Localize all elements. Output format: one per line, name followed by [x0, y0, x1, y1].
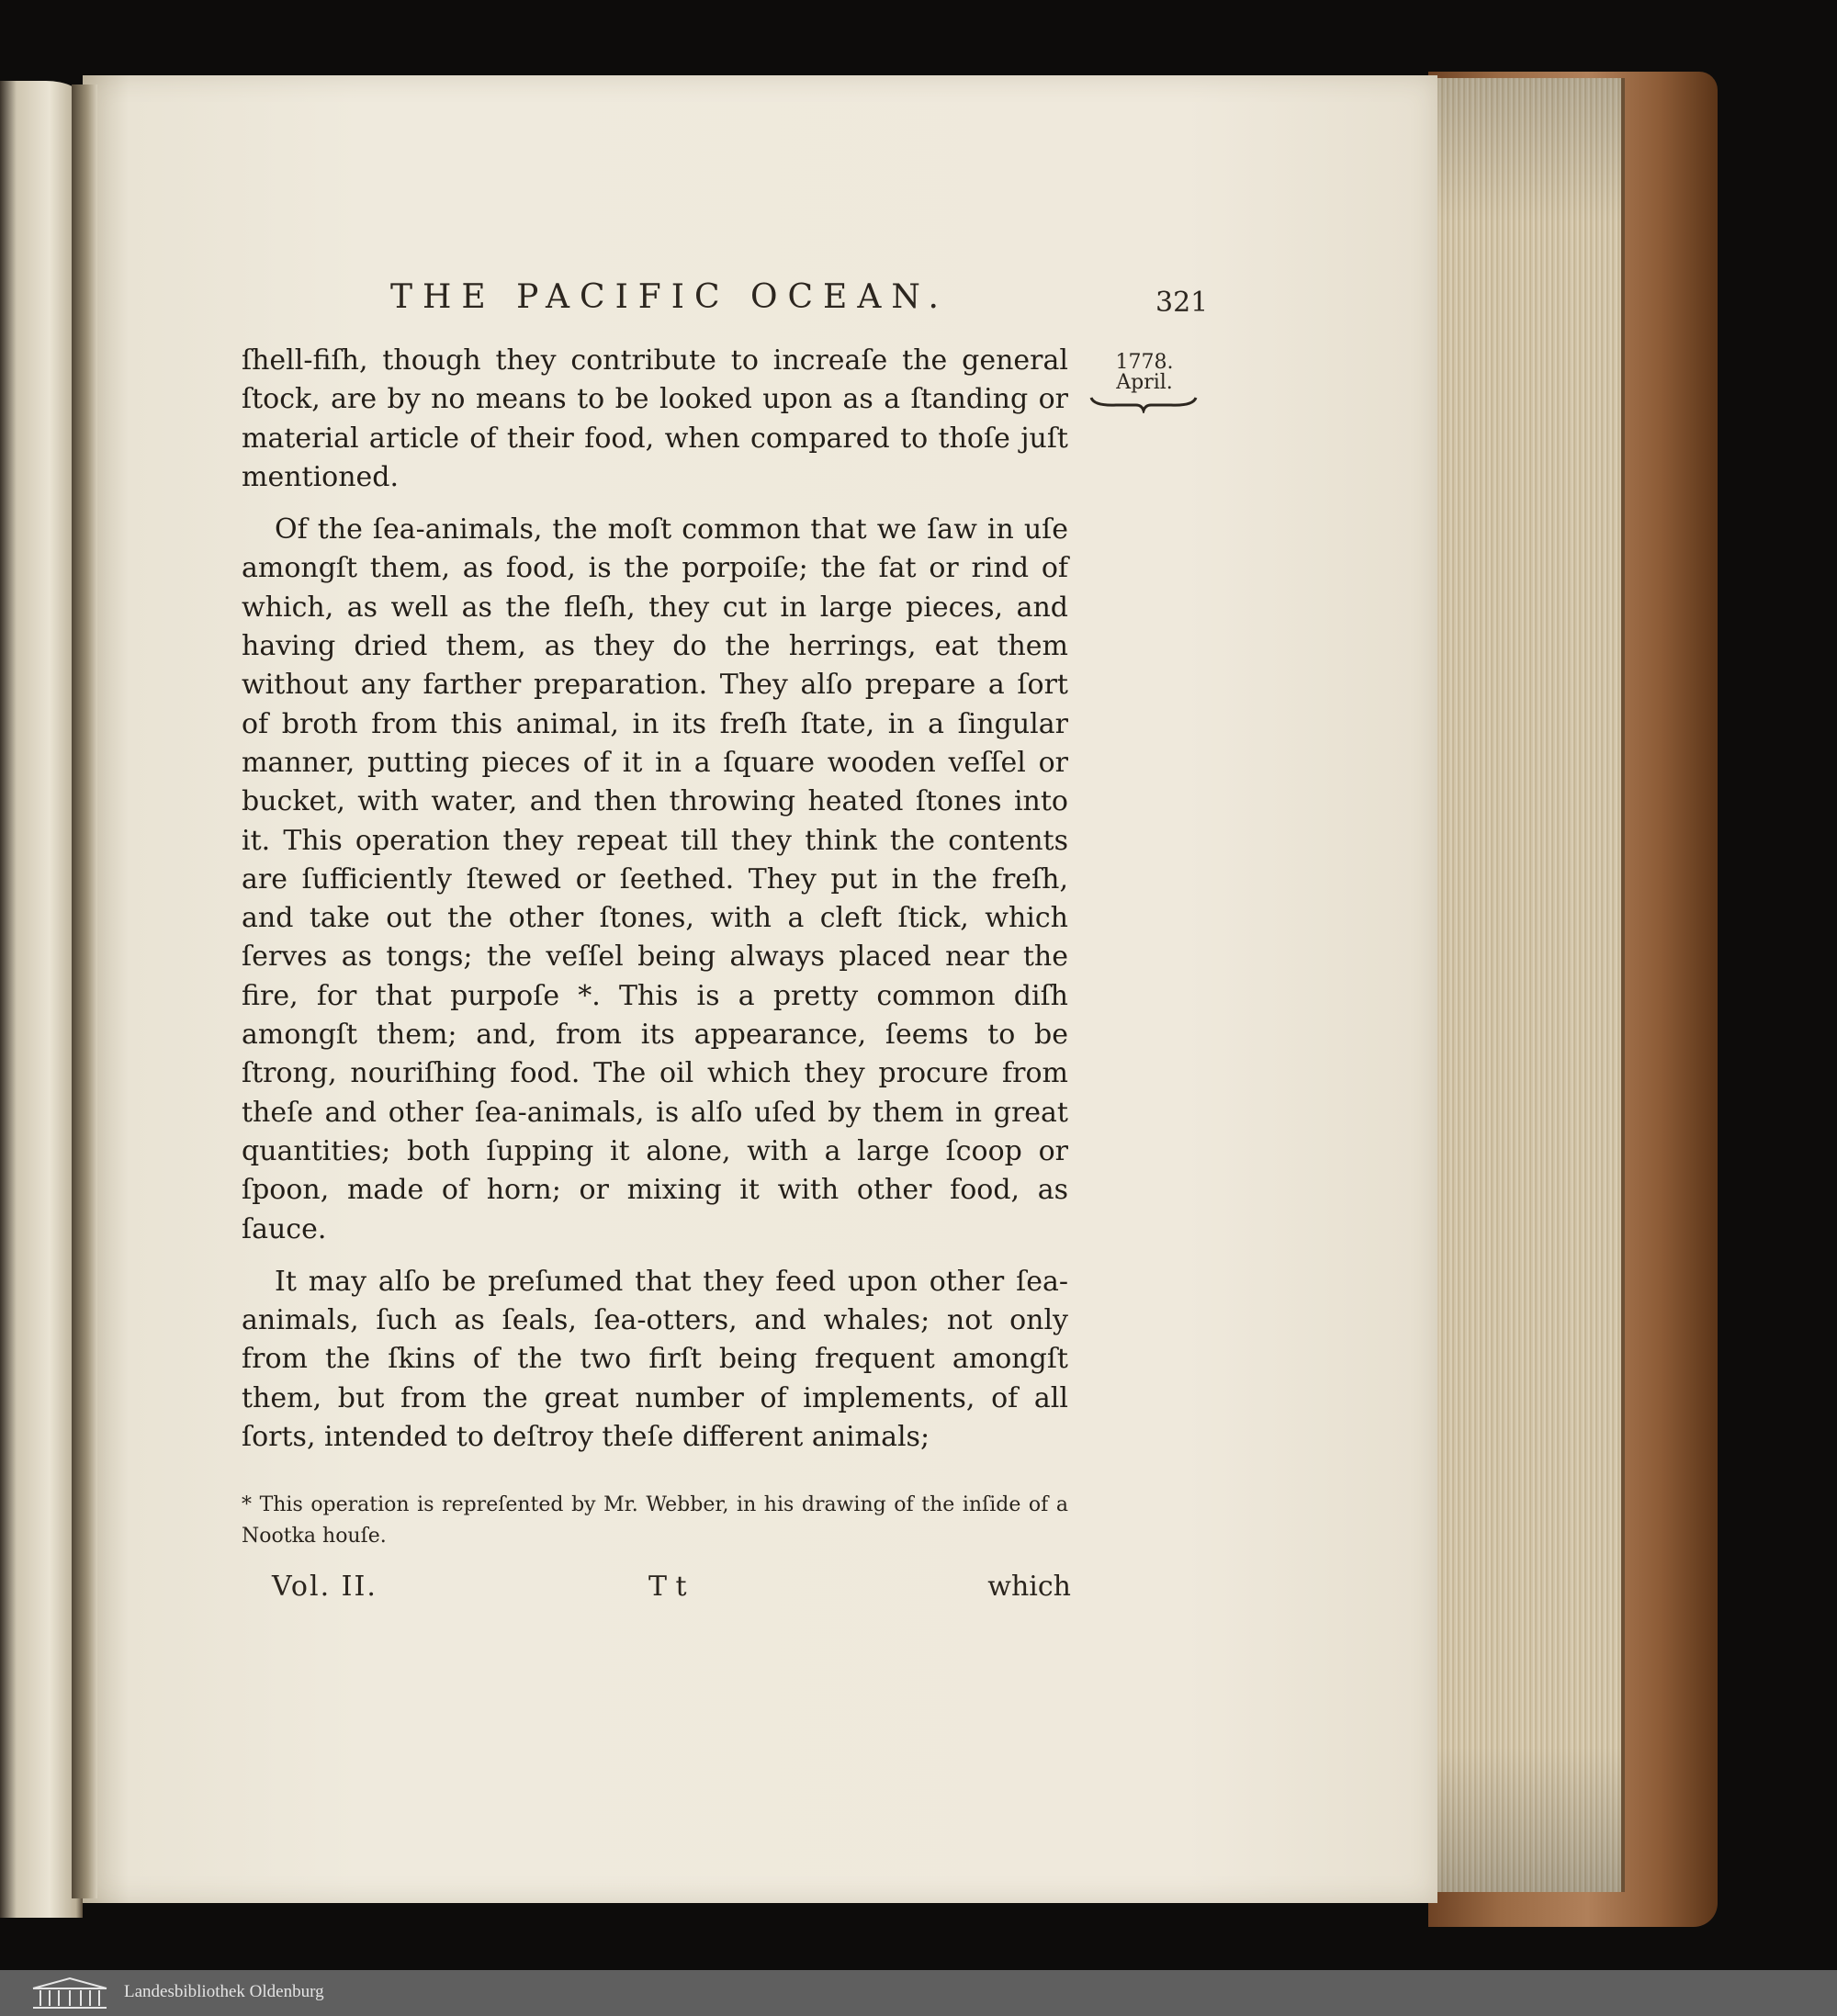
- paragraph-3: It may alſo be preſumed that they feed upon other ſea-animals, ſuch as ſeals, ſea-otters, and whales; not only from the ſkins of the two firſt being frequent amongſt them, but from the great number of implements, of all ſorts, intended to deſtroy theſe different animals;: [242, 1265, 1068, 1454]
- left-page-edge: [0, 81, 83, 1918]
- book-gutter: [72, 84, 97, 1898]
- volume-label: Vol. II.: [272, 1571, 378, 1603]
- library-name: Landesbibliothek Oldenburg: [124, 1982, 324, 2001]
- running-head: THE PACIFIC OCEAN.: [390, 278, 949, 316]
- brace-icon: [1088, 395, 1199, 413]
- page-number: 321: [1155, 287, 1209, 319]
- signature-mark: T t: [648, 1571, 687, 1603]
- margin-note-month: April.: [1116, 371, 1173, 394]
- page-edges-shade: [1433, 78, 1621, 1892]
- library-building-icon: [29, 1976, 110, 2010]
- page-footer: [272, 1571, 1071, 1607]
- margin-note-year: 1778.: [1115, 351, 1174, 374]
- body-text: [242, 342, 1068, 1457]
- footnote: * This operation is repreſented by Mr. Webber, in his drawing of the inſide of a Nootka houſe.: [242, 1493, 1068, 1548]
- paragraph-1: ſhell-fiſh, though they contribute to increaſe the general ſtock, are by no means to be looked upon as a ſtanding or material article of their food, when compared to thoſe juſt mentioned.: [242, 344, 1068, 493]
- paragraph-2: Of the ſea-animals, the moſt common that we ſaw in uſe amongſt them, as food, is the porpoiſe; the fat or rind of which, as well as the fleſh, they cut in large pieces, and having dried them, as they do the herrings, eat them without any farther preparation. They alſo prepare a ſort of broth from this animal, in its freſh ſtate, in a ſingular manner, putting pieces of it in a ſquare wooden veſſel or bucket, with water, and then throwing heated ſtones into it. This operation they repeat till they think the contents are ſufficiently ſtewed or ſeethed. They put in the freſh, and take out the other ſtones, with a cleft ſtick, which ſerves as tongs; the veſſel being always placed near the fire, for that purpoſe *. This is a pretty common diſh amongſt them; and, from its appearance, ſeems to be ſtrong, nouriſhing food. The oil which they procure from theſe and other ſea-animals, is alſo uſed by them in great quantities; both ſupping it alone, with a large ſcoop or ſpoon, made of horn; or mixing it with other food, as ſauce.: [242, 513, 1068, 1245]
- margin-date-note: [1099, 353, 1190, 393]
- catchword: which: [987, 1571, 1071, 1603]
